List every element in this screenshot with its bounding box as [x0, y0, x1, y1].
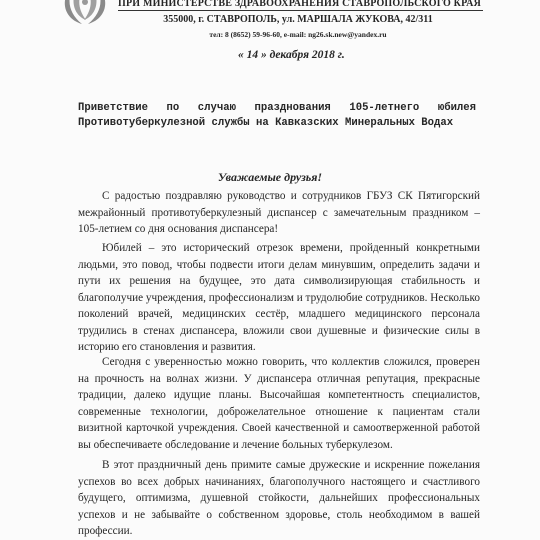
- organization-logo-icon: [52, 0, 116, 30]
- subject-line-2: Противотуберкулезной службы на Кавказских Минеральных Водах: [78, 117, 454, 129]
- body-paragraph-4: В этот праздничный день примите самые дружеские и искренние пожелания успехов во всех добрых начинаниях, благополучного настоящего и счастливого будущего, оптимизма, душевной стойкости, дальнейших профессиональных успехов и не забывайте о собственном здоровье, столь необходимом в вашей профессии.: [78, 459, 480, 537]
- subject-line-1: Приветствие по случаю празднования 105-летнего юбилея: [78, 102, 476, 114]
- letterhead-organization: ПРИ МИНИСТЕРСТВЕ ЗДРАВООХРАНЕНИЯ СТАВРОПОЛЬСКОГО КРАЯ: [118, 0, 482, 9]
- body-paragraph-1: С радостью поздравляю руководство и сотрудников ГБУЗ СК Пятигорский межрайонный противотуберкулезный диспансер с замечательным праздником – 105-летием со дня основания диспансера!: [78, 190, 480, 235]
- letterhead-address: 355000, г. СТАВРОПОЛЬ, ул. МАРШАЛА ЖУКОВА, 42/311: [163, 14, 433, 25]
- letter-subject: [78, 101, 476, 131]
- letterhead-contacts: тел: 8 (8652) 59-96-60, e-mail: ng26.sk.new@yandex.ru: [209, 30, 387, 39]
- body-paragraph-3: Сегодня с уверенностью можно говорить, что коллектив сложился, проверен на прочность на волнах жизни. У диспансера отличная репутация, прекрасные традиции, далеко идущие планы. Высочайшая компетентность специалистов, современные технологии, доброжелательное отношение к пациентам стали визитной карточкой учреждения. Своей качественной и самоотверженной работой вы обеспечиваете обследование и лечение больных туберкулезом.: [78, 356, 480, 451]
- letter-date: « 14 » декабря 2018 г.: [238, 49, 345, 61]
- salutation: Уважаемые друзья!: [217, 170, 323, 184]
- body-paragraph-2: Юбилей – это исторический отрезок времени, пройденный конкретными людьми, это повод, чтобы подвести итоги делам минувшим, определить задачи и пути их решения на будущее, это дата символизирующая стабильность и благополучие учреждения, профессионализм и трудолюбие сотрудников. Несколько поколений врачей, медицинских сестёр, младшего медицинского персонала трудились в стенах диспансера, вложили свои душевные и физические силы в историю его становления и развития.: [78, 242, 480, 353]
- letterhead-divider: [118, 10, 483, 11]
